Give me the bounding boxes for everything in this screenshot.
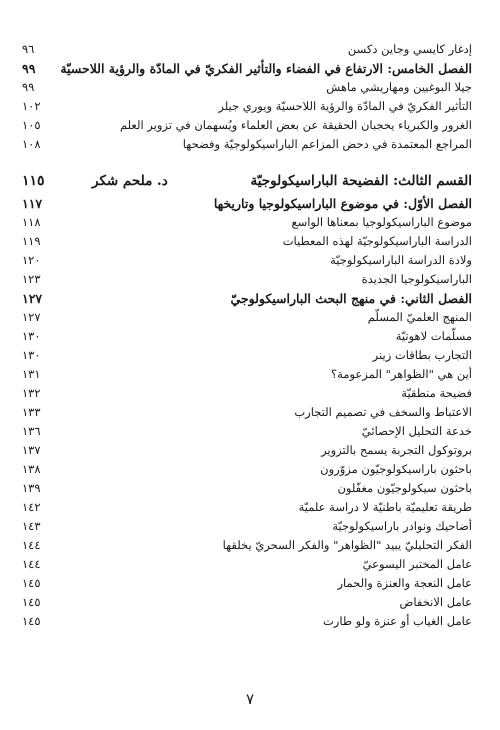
toc-entry-title: الباراسيكولوجيا الجديدة bbox=[361, 272, 472, 286]
toc-entry bbox=[22, 213, 472, 232]
toc-entry-page-number: ١٤٢ bbox=[22, 500, 41, 514]
toc-section-top bbox=[22, 40, 472, 154]
toc-entry bbox=[22, 555, 472, 574]
page-number: ٧ bbox=[245, 690, 255, 708]
toc-entry-title: إدغار كايسي وجاين دكسن bbox=[347, 42, 472, 56]
toc-entry-page-number: ١٤٥ bbox=[22, 576, 41, 590]
toc-entry-title: الاعتباط والسخف في تصميم التجارب bbox=[294, 405, 472, 419]
table-of-contents bbox=[22, 40, 472, 631]
toc-entry-title: الدراسة الباراسيكولوجيّة لهذه المعطيات bbox=[282, 234, 472, 248]
toc-entry-page-number: ١٣٦ bbox=[22, 424, 41, 438]
toc-entry-title: أين هي "الظواهر" المزعومة؟ bbox=[331, 367, 472, 381]
toc-entry bbox=[22, 327, 472, 346]
toc-entry-title: بروتوكول التجربة يسمح بالتزوير bbox=[321, 443, 472, 457]
toc-entry-page-number: ١٤٥ bbox=[22, 595, 41, 609]
toc-chapter-heading bbox=[22, 289, 472, 308]
toc-entry bbox=[22, 346, 472, 365]
toc-entry bbox=[22, 40, 472, 59]
part-page-number: ١١٥ bbox=[22, 173, 45, 189]
toc-entry-title: الفكر التحليليّ يبيد "الظواهر" والفكر السحريّ يخلقها bbox=[222, 538, 472, 552]
toc-entry-title: خدعة التحليل الإحصائيّ bbox=[361, 424, 472, 438]
toc-entry-title: التجارب بطاقات زينر bbox=[372, 348, 472, 362]
part-author: د. ملحم شكر bbox=[92, 173, 168, 189]
toc-entry-page-number: ١١٩ bbox=[22, 234, 41, 248]
toc-entry-page-number: ١٣٠ bbox=[22, 329, 41, 343]
toc-entry-title: طريقة تعليميّة باطنيّة لا دراسة علميّة bbox=[298, 500, 472, 514]
toc-entry-title: موضوع الباراسيكولوجيا بمعناها الواسع bbox=[291, 215, 472, 229]
toc-entry bbox=[22, 251, 472, 270]
toc-entry-page-number: ٩٩ bbox=[22, 61, 36, 76]
toc-entry-page-number: ١٣٩ bbox=[22, 481, 41, 495]
toc-entry bbox=[22, 270, 472, 289]
toc-section-bottom bbox=[22, 194, 472, 631]
toc-entry-page-number: ١٣٢ bbox=[22, 386, 41, 400]
toc-entry-page-number: ١١٧ bbox=[22, 196, 43, 211]
toc-entry bbox=[22, 479, 472, 498]
toc-entry-page-number: ١٤٤ bbox=[22, 557, 41, 571]
toc-entry-page-number: ١٤٥ bbox=[22, 614, 41, 628]
toc-entry bbox=[22, 135, 472, 154]
toc-entry-page-number: ١٣٠ bbox=[22, 348, 41, 362]
toc-entry-title: المنهج العلميّ المسلّم bbox=[367, 310, 472, 324]
toc-entry-page-number: ٩٦ bbox=[22, 42, 35, 56]
toc-entry-page-number: ١٤٤ bbox=[22, 538, 41, 552]
toc-entry-title: فضيحة منطقيّة bbox=[401, 386, 472, 400]
toc-entry-title: الفصل الخامس: الارتفاع في الفضاء والتأثير الفكريّ في المادّة والرؤية اللاحسيّة bbox=[60, 61, 472, 76]
toc-entry-page-number: ١٣٣ bbox=[22, 405, 41, 419]
toc-entry bbox=[22, 498, 472, 517]
toc-entry-title: عامل المختبر اليسوعيّ bbox=[362, 557, 472, 571]
toc-entry-title: باحثون سيكولوجيّون مغفّلون bbox=[337, 481, 472, 495]
toc-entry-page-number: ١١٨ bbox=[22, 215, 41, 229]
toc-entry-title: التأثير الفكريّ في المادّة والرؤية اللاحسيّة ويوري جيلر bbox=[218, 99, 472, 113]
toc-entry bbox=[22, 441, 472, 460]
toc-entry bbox=[22, 97, 472, 116]
toc-entry-page-number: ١٣١ bbox=[22, 367, 41, 381]
toc-entry bbox=[22, 403, 472, 422]
toc-entry bbox=[22, 384, 472, 403]
toc-entry bbox=[22, 116, 472, 135]
toc-entry bbox=[22, 78, 472, 97]
toc-part-heading bbox=[22, 168, 472, 194]
toc-entry bbox=[22, 308, 472, 327]
toc-entry-page-number: ١٠٢ bbox=[22, 99, 41, 113]
toc-entry bbox=[22, 612, 472, 631]
toc-entry bbox=[22, 593, 472, 612]
toc-entry-page-number: ١٢٧ bbox=[22, 291, 43, 306]
toc-entry-title: المراجع المعتمدة في دحض المزاعم الباراسيكولوجيّة وفضحها bbox=[182, 137, 472, 151]
toc-entry-page-number: ١٣٨ bbox=[22, 462, 41, 476]
toc-chapter-heading bbox=[22, 59, 472, 78]
toc-entry-title: ولادة الدراسة الباراسيكولوجيّة bbox=[330, 253, 472, 267]
toc-entry-page-number: ١٣٧ bbox=[22, 443, 41, 457]
toc-entry-title: الفصل الثاني: في منهج البحث الباراسيكولوجيّ bbox=[230, 291, 472, 306]
toc-entry-page-number: ١٤٣ bbox=[22, 519, 41, 533]
toc-entry-page-number: ١٠٨ bbox=[22, 137, 41, 151]
toc-entry-title: جيلا البوغيين ومهاريشي ماهش bbox=[326, 80, 472, 94]
toc-entry bbox=[22, 536, 472, 555]
toc-entry-title: عامل الغياب أو عنزة ولو طارت bbox=[322, 614, 472, 628]
toc-entry-page-number: ١٠٥ bbox=[22, 118, 41, 132]
toc-entry-title: أضاحيك ونوادر باراسيكولوجيّة bbox=[332, 519, 472, 533]
toc-entry-page-number: ٩٩ bbox=[22, 80, 35, 94]
toc-entry bbox=[22, 422, 472, 441]
toc-entry-title: الفصل الأوّل: في موضوع الباراسيكولوجيا وتاريخها bbox=[213, 196, 472, 211]
toc-chapter-heading bbox=[22, 194, 472, 213]
toc-entry-title: مسلّمات لاهوتيّة bbox=[395, 329, 472, 343]
toc-entry-title: باحثون باراسيكولوجيّون مزوّرون bbox=[320, 462, 472, 476]
part-title: القسم الثالث: الفضيحة الباراسيكولوجيّة bbox=[250, 173, 472, 189]
toc-entry bbox=[22, 232, 472, 251]
toc-entry bbox=[22, 365, 472, 384]
toc-entry-page-number: ١٢٠ bbox=[22, 253, 41, 267]
toc-entry bbox=[22, 517, 472, 536]
toc-entry-title: عامل النعجة والعنزة والحمار bbox=[337, 576, 472, 590]
toc-entry-title: عامل الانخفاض bbox=[399, 595, 472, 609]
toc-entry-page-number: ١٢٣ bbox=[22, 272, 41, 286]
toc-entry bbox=[22, 460, 472, 479]
toc-entry-page-number: ١٢٧ bbox=[22, 310, 41, 324]
toc-entry-title: الغرور والكبرياء يحجبان الحقيقة عن بعض العلماء ويُسهمان في تزوير العلم bbox=[119, 118, 472, 132]
toc-entry bbox=[22, 574, 472, 593]
